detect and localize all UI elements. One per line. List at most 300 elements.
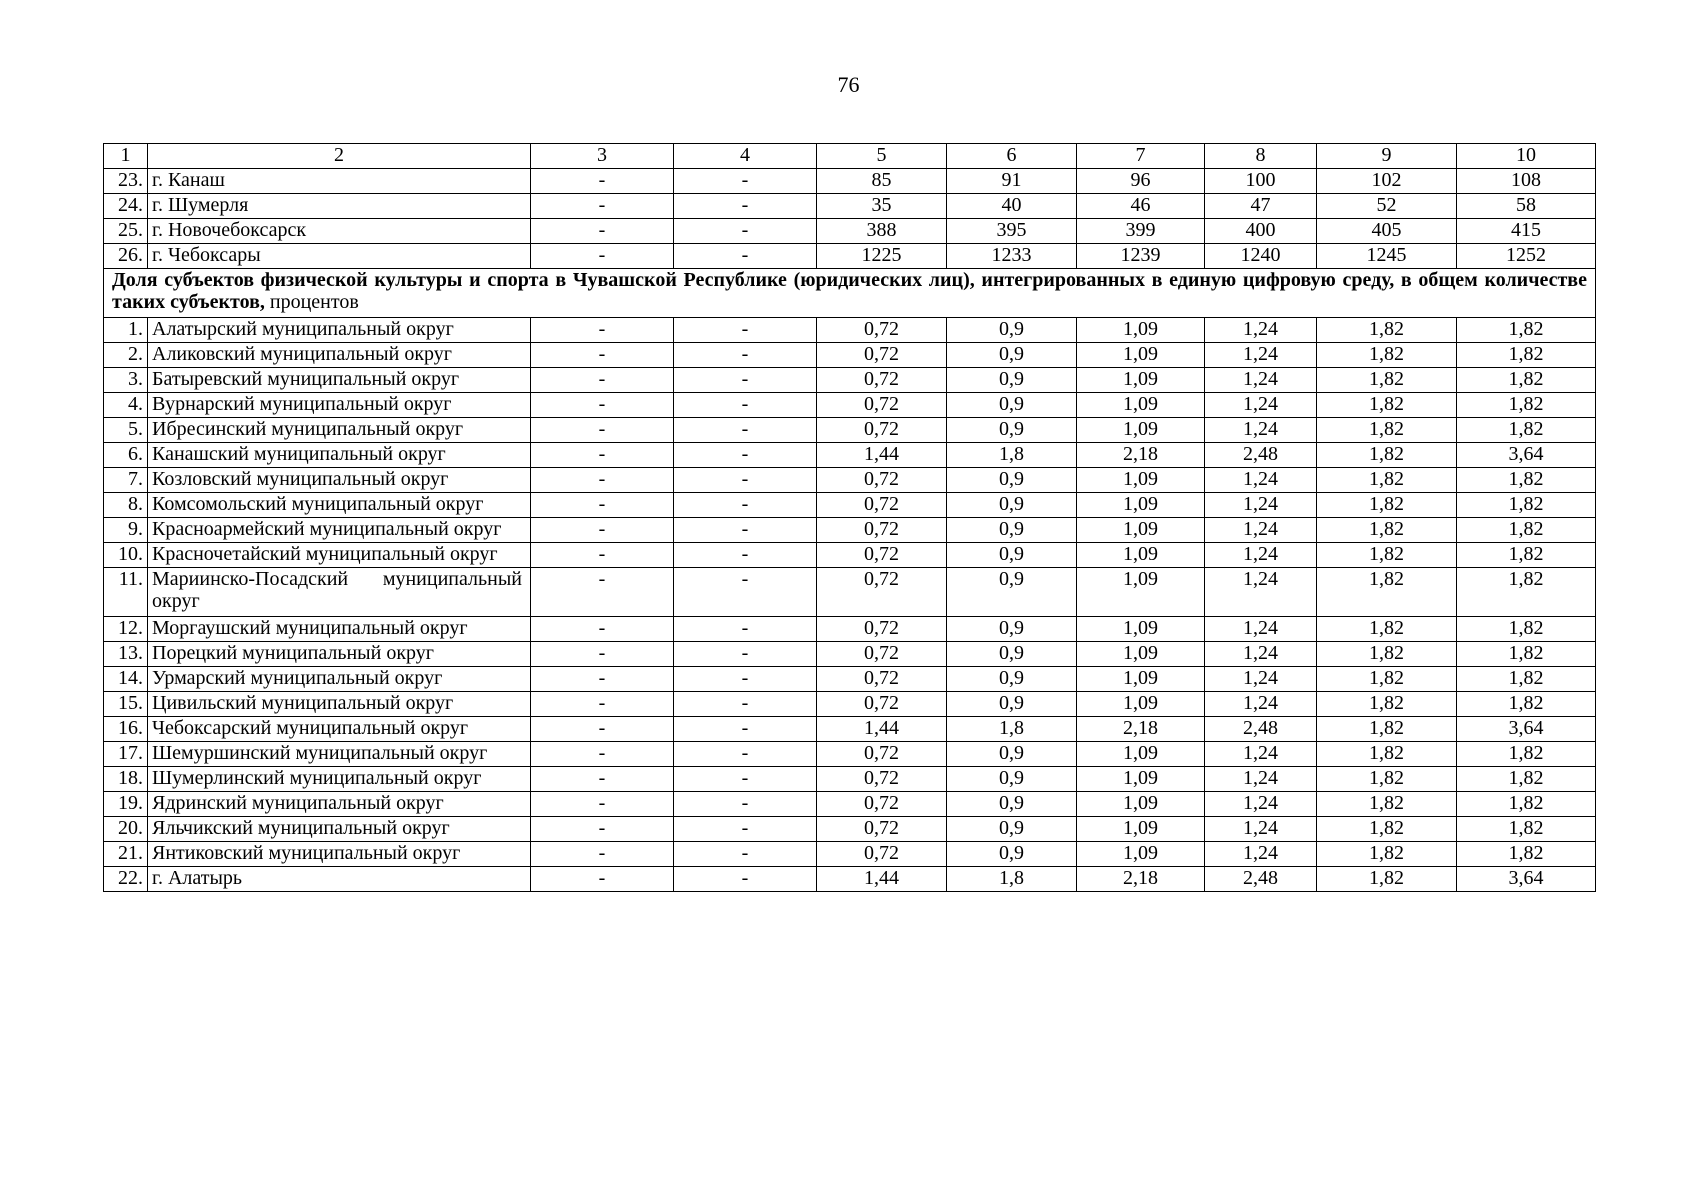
cell-col10: 1,82 <box>1457 318 1596 343</box>
cell-col7: 1,09 <box>1077 842 1205 867</box>
table-row <box>104 617 1596 642</box>
row-number: 16. <box>104 717 148 742</box>
cell-col7: 1,09 <box>1077 318 1205 343</box>
cell-col7: 1,09 <box>1077 667 1205 692</box>
district-name: Аликовский муниципальный округ <box>148 343 531 368</box>
cell-col3: - <box>531 817 674 842</box>
row-number: 22. <box>104 867 148 892</box>
cell-col9: 1245 <box>1317 244 1457 269</box>
cell-col7: 1,09 <box>1077 617 1205 642</box>
column-number: 7 <box>1077 144 1205 169</box>
cell-col5: 0,72 <box>817 568 947 617</box>
section-title-bold: Доля субъектов физической культуры и спорта в Чувашской Республике (юридических лиц), интегрированных в единую цифровую среду, в общем количестве таких субъектов, <box>112 269 1587 313</box>
district-name: Моргаушский муниципальный округ <box>148 617 531 642</box>
cell-col10: 3,64 <box>1457 443 1596 468</box>
cell-col6: 40 <box>947 194 1077 219</box>
cell-col7: 1,09 <box>1077 393 1205 418</box>
row-number: 26. <box>104 244 148 269</box>
cell-col4: - <box>674 169 817 194</box>
cell-col8: 1,24 <box>1205 617 1317 642</box>
column-number: 1 <box>104 144 148 169</box>
district-name: г. Шумерля <box>148 194 531 219</box>
cell-col9: 1,82 <box>1317 318 1457 343</box>
cell-col8: 1,24 <box>1205 543 1317 568</box>
column-number: 4 <box>674 144 817 169</box>
indicator-table <box>103 143 1596 892</box>
cell-col8: 400 <box>1205 219 1317 244</box>
cell-col9: 405 <box>1317 219 1457 244</box>
cell-col3: - <box>531 219 674 244</box>
cell-col3: - <box>531 493 674 518</box>
cell-col10: 1,82 <box>1457 493 1596 518</box>
district-name: Комсомольский муниципальный округ <box>148 493 531 518</box>
cell-col10: 1,82 <box>1457 343 1596 368</box>
cell-col4: - <box>674 244 817 269</box>
cell-col9: 1,82 <box>1317 617 1457 642</box>
row-number: 24. <box>104 194 148 219</box>
cell-col8: 1,24 <box>1205 518 1317 543</box>
section-header-row <box>104 269 1596 318</box>
table-row <box>104 817 1596 842</box>
cell-col3: - <box>531 867 674 892</box>
cell-col7: 1,09 <box>1077 742 1205 767</box>
cell-col6: 395 <box>947 219 1077 244</box>
cell-col3: - <box>531 468 674 493</box>
cell-col5: 0,72 <box>817 842 947 867</box>
cell-col7: 1,09 <box>1077 518 1205 543</box>
cell-col6: 0,9 <box>947 792 1077 817</box>
cell-col5: 0,72 <box>817 368 947 393</box>
cell-col10: 1,82 <box>1457 393 1596 418</box>
table-row <box>104 244 1596 269</box>
page-number: 76 <box>837 72 860 97</box>
row-number: 10. <box>104 543 148 568</box>
cell-col10: 1,82 <box>1457 518 1596 543</box>
cell-col5: 0,72 <box>817 667 947 692</box>
cell-col4: - <box>674 667 817 692</box>
cell-col5: 0,72 <box>817 767 947 792</box>
cell-col3: - <box>531 418 674 443</box>
cell-col10: 1,82 <box>1457 617 1596 642</box>
district-name: Красночетайский муниципальный округ <box>148 543 531 568</box>
row-number: 14. <box>104 667 148 692</box>
cell-col7: 1,09 <box>1077 642 1205 667</box>
cell-col4: - <box>674 742 817 767</box>
cell-col9: 1,82 <box>1317 418 1457 443</box>
cell-col3: - <box>531 642 674 667</box>
table-row <box>104 368 1596 393</box>
district-name: Янтиковский муниципальный округ <box>148 842 531 867</box>
cell-col9: 1,82 <box>1317 543 1457 568</box>
table-row <box>104 692 1596 717</box>
cell-col3: - <box>531 343 674 368</box>
cell-col7: 1239 <box>1077 244 1205 269</box>
cell-col4: - <box>674 617 817 642</box>
cell-col8: 2,48 <box>1205 717 1317 742</box>
cell-col6: 0,9 <box>947 642 1077 667</box>
cell-col4: - <box>674 194 817 219</box>
cell-col4: - <box>674 318 817 343</box>
cell-col8: 1,24 <box>1205 792 1317 817</box>
cell-col3: - <box>531 742 674 767</box>
cell-col5: 0,72 <box>817 518 947 543</box>
cell-col9: 102 <box>1317 169 1457 194</box>
cell-col8: 1,24 <box>1205 393 1317 418</box>
row-number: 15. <box>104 692 148 717</box>
column-number: 2 <box>148 144 531 169</box>
cell-col6: 0,9 <box>947 343 1077 368</box>
cell-col4: - <box>674 642 817 667</box>
row-number: 12. <box>104 617 148 642</box>
column-number: 10 <box>1457 144 1596 169</box>
cell-col4: - <box>674 842 817 867</box>
cell-col3: - <box>531 767 674 792</box>
row-number: 1. <box>104 318 148 343</box>
cell-col3: - <box>531 518 674 543</box>
cell-col8: 1,24 <box>1205 368 1317 393</box>
cell-col10: 3,64 <box>1457 867 1596 892</box>
cell-col10: 415 <box>1457 219 1596 244</box>
cell-col5: 0,72 <box>817 817 947 842</box>
cell-col6: 1,8 <box>947 867 1077 892</box>
cell-col3: - <box>531 368 674 393</box>
cell-col4: - <box>674 692 817 717</box>
cell-col4: - <box>674 518 817 543</box>
cell-col5: 85 <box>817 169 947 194</box>
main-rows <box>104 318 1596 892</box>
cell-col3: - <box>531 692 674 717</box>
cell-col8: 100 <box>1205 169 1317 194</box>
row-number: 21. <box>104 842 148 867</box>
district-name: Канашский муниципальный округ <box>148 443 531 468</box>
district-name: г. Новочебоксарск <box>148 219 531 244</box>
column-number: 8 <box>1205 144 1317 169</box>
cell-col6: 0,9 <box>947 742 1077 767</box>
cell-col4: - <box>674 543 817 568</box>
column-number-row <box>104 144 1596 169</box>
top-rows <box>104 169 1596 269</box>
cell-col8: 1,24 <box>1205 667 1317 692</box>
cell-col5: 1,44 <box>817 867 947 892</box>
cell-col3: - <box>531 568 674 617</box>
cell-col8: 1,24 <box>1205 343 1317 368</box>
cell-col9: 1,82 <box>1317 518 1457 543</box>
cell-col10: 1,82 <box>1457 692 1596 717</box>
cell-col3: - <box>531 667 674 692</box>
cell-col5: 0,72 <box>817 468 947 493</box>
row-number: 7. <box>104 468 148 493</box>
cell-col3: - <box>531 244 674 269</box>
cell-col7: 2,18 <box>1077 443 1205 468</box>
cell-col9: 1,82 <box>1317 493 1457 518</box>
table-row <box>104 642 1596 667</box>
cell-col9: 1,82 <box>1317 642 1457 667</box>
cell-col10: 1252 <box>1457 244 1596 269</box>
cell-col8: 1,24 <box>1205 692 1317 717</box>
cell-col7: 96 <box>1077 169 1205 194</box>
cell-col10: 58 <box>1457 194 1596 219</box>
cell-col10: 108 <box>1457 169 1596 194</box>
district-name: Мариинско-Посадский муниципальный округ <box>148 568 531 617</box>
cell-col6: 0,9 <box>947 842 1077 867</box>
cell-col5: 0,72 <box>817 393 947 418</box>
cell-col7: 1,09 <box>1077 418 1205 443</box>
cell-col9: 1,82 <box>1317 842 1457 867</box>
column-number: 3 <box>531 144 674 169</box>
table-row <box>104 493 1596 518</box>
cell-col9: 1,82 <box>1317 692 1457 717</box>
cell-col10: 1,82 <box>1457 368 1596 393</box>
row-number: 4. <box>104 393 148 418</box>
table-row <box>104 717 1596 742</box>
cell-col6: 91 <box>947 169 1077 194</box>
cell-col4: - <box>674 568 817 617</box>
cell-col5: 0,72 <box>817 493 947 518</box>
cell-col8: 1,24 <box>1205 418 1317 443</box>
table-row <box>104 543 1596 568</box>
cell-col7: 1,09 <box>1077 692 1205 717</box>
cell-col10: 1,82 <box>1457 568 1596 617</box>
cell-col8: 2,48 <box>1205 443 1317 468</box>
table-row <box>104 568 1596 617</box>
column-number: 9 <box>1317 144 1457 169</box>
row-number: 23. <box>104 169 148 194</box>
table-row <box>104 742 1596 767</box>
cell-col4: - <box>674 343 817 368</box>
district-name: Ядринский муниципальный округ <box>148 792 531 817</box>
table-row <box>104 667 1596 692</box>
cell-col7: 1,09 <box>1077 343 1205 368</box>
section-title <box>104 269 1596 318</box>
district-name: Козловский муниципальный округ <box>148 468 531 493</box>
district-name: Цивильский муниципальный округ <box>148 692 531 717</box>
cell-col8: 47 <box>1205 194 1317 219</box>
cell-col10: 1,82 <box>1457 418 1596 443</box>
table-row <box>104 169 1596 194</box>
cell-col4: - <box>674 867 817 892</box>
cell-col10: 1,82 <box>1457 468 1596 493</box>
district-name: Урмарский муниципальный округ <box>148 667 531 692</box>
cell-col5: 0,72 <box>817 343 947 368</box>
table-row <box>104 767 1596 792</box>
cell-col6: 0,9 <box>947 767 1077 792</box>
district-name: Красноармейский муниципальный округ <box>148 518 531 543</box>
cell-col9: 1,82 <box>1317 817 1457 842</box>
cell-col3: - <box>531 393 674 418</box>
row-number: 5. <box>104 418 148 443</box>
cell-col8: 1,24 <box>1205 767 1317 792</box>
cell-col5: 0,72 <box>817 792 947 817</box>
cell-col6: 0,9 <box>947 617 1077 642</box>
cell-col8: 1240 <box>1205 244 1317 269</box>
district-name: Батыревский муниципальный округ <box>148 368 531 393</box>
row-number: 20. <box>104 817 148 842</box>
table-row <box>104 443 1596 468</box>
cell-col5: 0,72 <box>817 742 947 767</box>
row-number: 3. <box>104 368 148 393</box>
cell-col4: - <box>674 792 817 817</box>
cell-col6: 0,9 <box>947 568 1077 617</box>
table-row <box>104 393 1596 418</box>
cell-col8: 1,24 <box>1205 318 1317 343</box>
cell-col9: 1,82 <box>1317 443 1457 468</box>
table-row <box>104 343 1596 368</box>
table-row <box>104 792 1596 817</box>
cell-col9: 1,82 <box>1317 468 1457 493</box>
cell-col6: 0,9 <box>947 318 1077 343</box>
row-number: 8. <box>104 493 148 518</box>
row-number: 13. <box>104 642 148 667</box>
cell-col6: 0,9 <box>947 468 1077 493</box>
cell-col10: 3,64 <box>1457 717 1596 742</box>
column-number: 5 <box>817 144 947 169</box>
cell-col6: 0,9 <box>947 493 1077 518</box>
row-number: 6. <box>104 443 148 468</box>
district-name: Чебоксарский муниципальный округ <box>148 717 531 742</box>
cell-col3: - <box>531 543 674 568</box>
row-number: 11. <box>104 568 148 617</box>
table-row <box>104 518 1596 543</box>
cell-col3: - <box>531 194 674 219</box>
cell-col9: 1,82 <box>1317 393 1457 418</box>
cell-col9: 1,82 <box>1317 742 1457 767</box>
cell-col3: - <box>531 617 674 642</box>
cell-col4: - <box>674 493 817 518</box>
cell-col8: 1,24 <box>1205 642 1317 667</box>
district-name: г. Алатырь <box>148 867 531 892</box>
cell-col5: 0,72 <box>817 692 947 717</box>
cell-col3: - <box>531 318 674 343</box>
cell-col4: - <box>674 418 817 443</box>
district-name: Алатырский муниципальный округ <box>148 318 531 343</box>
cell-col7: 1,09 <box>1077 568 1205 617</box>
cell-col5: 0,72 <box>817 318 947 343</box>
table-row <box>104 318 1596 343</box>
cell-col10: 1,82 <box>1457 543 1596 568</box>
cell-col9: 1,82 <box>1317 667 1457 692</box>
cell-col7: 1,09 <box>1077 468 1205 493</box>
district-name: Ибресинский муниципальный округ <box>148 418 531 443</box>
cell-col10: 1,82 <box>1457 642 1596 667</box>
cell-col7: 2,18 <box>1077 867 1205 892</box>
table-row <box>104 194 1596 219</box>
row-number: 2. <box>104 343 148 368</box>
cell-col6: 0,9 <box>947 418 1077 443</box>
cell-col4: - <box>674 817 817 842</box>
cell-col3: - <box>531 169 674 194</box>
cell-col5: 0,72 <box>817 642 947 667</box>
cell-col7: 399 <box>1077 219 1205 244</box>
cell-col6: 0,9 <box>947 393 1077 418</box>
cell-col8: 1,24 <box>1205 468 1317 493</box>
cell-col9: 1,82 <box>1317 867 1457 892</box>
district-name: г. Чебоксары <box>148 244 531 269</box>
cell-col6: 1,8 <box>947 443 1077 468</box>
cell-col7: 2,18 <box>1077 717 1205 742</box>
cell-col8: 1,24 <box>1205 817 1317 842</box>
district-name: Шумерлинский муниципальный округ <box>148 767 531 792</box>
cell-col7: 1,09 <box>1077 817 1205 842</box>
cell-col10: 1,82 <box>1457 792 1596 817</box>
district-name: Вурнарский муниципальный округ <box>148 393 531 418</box>
cell-col4: - <box>674 468 817 493</box>
cell-col5: 1,44 <box>817 443 947 468</box>
row-number: 9. <box>104 518 148 543</box>
row-number: 19. <box>104 792 148 817</box>
cell-col3: - <box>531 443 674 468</box>
district-name: Порецкий муниципальный округ <box>148 642 531 667</box>
cell-col6: 1,8 <box>947 717 1077 742</box>
cell-col9: 1,82 <box>1317 717 1457 742</box>
cell-col6: 0,9 <box>947 692 1077 717</box>
table-row <box>104 418 1596 443</box>
cell-col10: 1,82 <box>1457 667 1596 692</box>
cell-col6: 0,9 <box>947 368 1077 393</box>
cell-col9: 1,82 <box>1317 368 1457 393</box>
cell-col7: 1,09 <box>1077 368 1205 393</box>
cell-col3: - <box>531 717 674 742</box>
cell-col8: 2,48 <box>1205 867 1317 892</box>
cell-col4: - <box>674 717 817 742</box>
cell-col9: 1,82 <box>1317 792 1457 817</box>
cell-col5: 0,72 <box>817 418 947 443</box>
cell-col6: 0,9 <box>947 543 1077 568</box>
column-number: 6 <box>947 144 1077 169</box>
cell-col10: 1,82 <box>1457 742 1596 767</box>
cell-col5: 0,72 <box>817 543 947 568</box>
cell-col7: 1,09 <box>1077 792 1205 817</box>
cell-col4: - <box>674 219 817 244</box>
cell-col6: 1233 <box>947 244 1077 269</box>
table-row <box>104 842 1596 867</box>
table-row <box>104 867 1596 892</box>
cell-col7: 1,09 <box>1077 767 1205 792</box>
row-number: 18. <box>104 767 148 792</box>
cell-col10: 1,82 <box>1457 842 1596 867</box>
cell-col5: 35 <box>817 194 947 219</box>
section-unit: процентов <box>264 291 359 313</box>
cell-col7: 1,09 <box>1077 493 1205 518</box>
cell-col8: 1,24 <box>1205 568 1317 617</box>
district-name: Шемуршинский муниципальный округ <box>148 742 531 767</box>
cell-col4: - <box>674 443 817 468</box>
cell-col6: 0,9 <box>947 817 1077 842</box>
cell-col5: 1225 <box>817 244 947 269</box>
cell-col9: 1,82 <box>1317 568 1457 617</box>
cell-col9: 1,82 <box>1317 343 1457 368</box>
cell-col7: 1,09 <box>1077 543 1205 568</box>
district-name: г. Канаш <box>148 169 531 194</box>
cell-col9: 52 <box>1317 194 1457 219</box>
cell-col5: 1,44 <box>817 717 947 742</box>
cell-col8: 1,24 <box>1205 842 1317 867</box>
cell-col4: - <box>674 767 817 792</box>
district-name: Яльчикский муниципальный округ <box>148 817 531 842</box>
cell-col3: - <box>531 842 674 867</box>
cell-col6: 0,9 <box>947 518 1077 543</box>
table-row <box>104 219 1596 244</box>
cell-col4: - <box>674 368 817 393</box>
cell-col5: 388 <box>817 219 947 244</box>
table-row <box>104 468 1596 493</box>
cell-col5: 0,72 <box>817 617 947 642</box>
cell-col6: 0,9 <box>947 667 1077 692</box>
cell-col10: 1,82 <box>1457 817 1596 842</box>
cell-col10: 1,82 <box>1457 767 1596 792</box>
cell-col9: 1,82 <box>1317 767 1457 792</box>
cell-col8: 1,24 <box>1205 493 1317 518</box>
cell-col4: - <box>674 393 817 418</box>
